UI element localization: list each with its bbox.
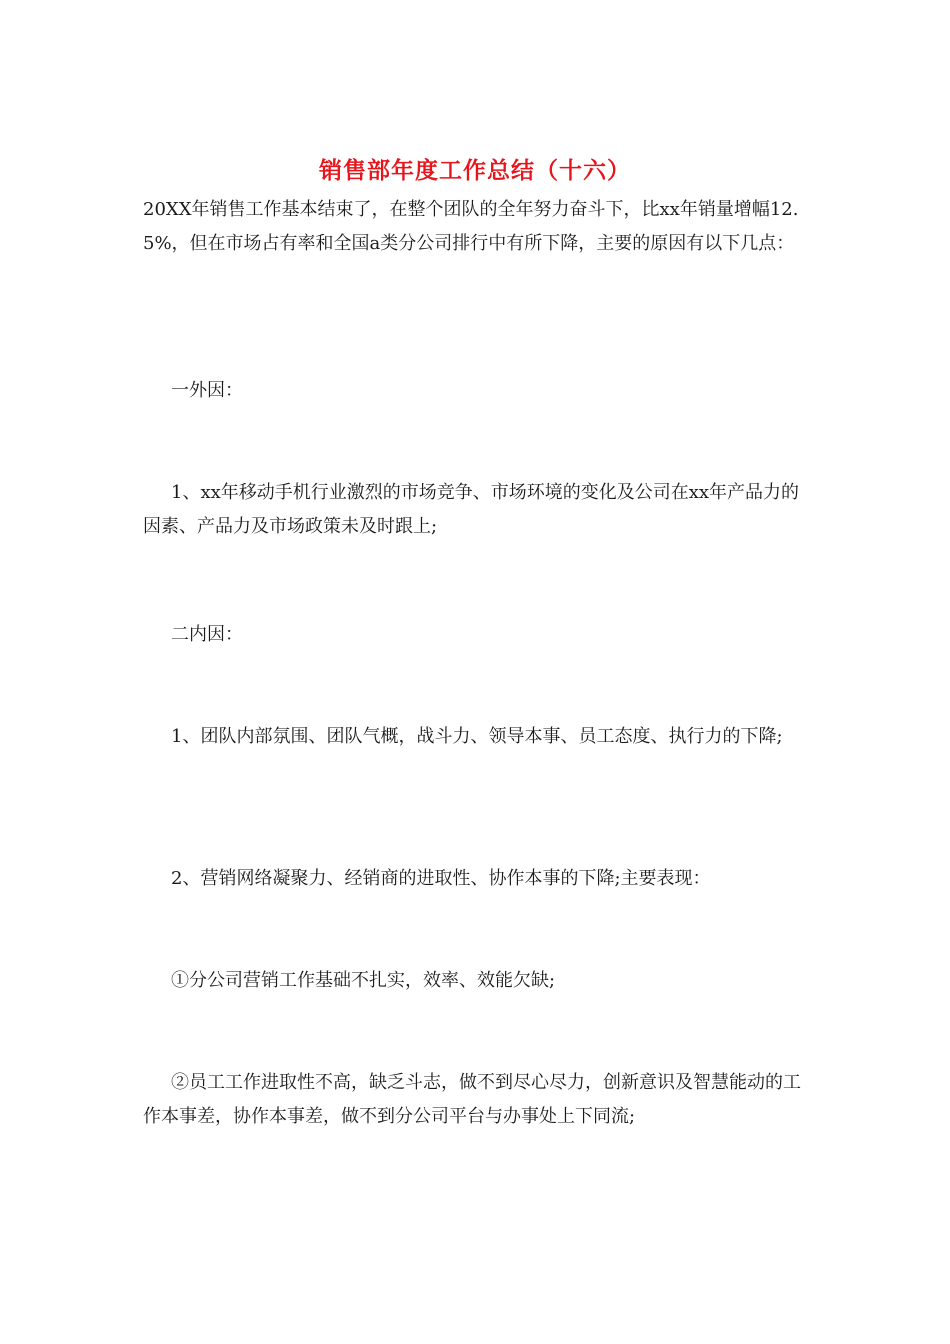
manifestation-1: ①分公司营销工作基础不扎实，效率、效能欠缺;: [171, 970, 556, 991]
document-title: 销售部年度工作总结（十六）: [319, 158, 631, 184]
internal-cause-2: 2、营销网络凝聚力、经销商的进取性、协作本事的下降;主要表现：: [171, 868, 711, 889]
internal-causes-heading: 二内因：: [171, 624, 243, 645]
intro-paragraph: 20XX年销售工作基本结束了，在整个团队的全年努力奋斗下，比xx年销量增幅12.5%，但在市场占有率和全国a类分公司排行中有所下降，主要的原因有以下几点：: [143, 199, 799, 254]
external-cause-1: 1、xx年移动手机行业激烈的市场竞争、市场环境的变化及公司在xx年产品力的因素、产品力及市场政策未及时跟上;: [143, 482, 800, 537]
internal-cause-1: 1、团队内部氛围、团队气概，战斗力、领导本事、员工态度、执行力的下降;: [171, 726, 783, 747]
manifestation-2: ②员工工作进取性不高，缺乏斗志，做不到尽心尽力，创新意识及智慧能动的工作本事差，协作本事差，做不到分公司平台与办事处上下同流;: [143, 1072, 801, 1127]
external-causes-heading: 一外因：: [171, 380, 243, 401]
